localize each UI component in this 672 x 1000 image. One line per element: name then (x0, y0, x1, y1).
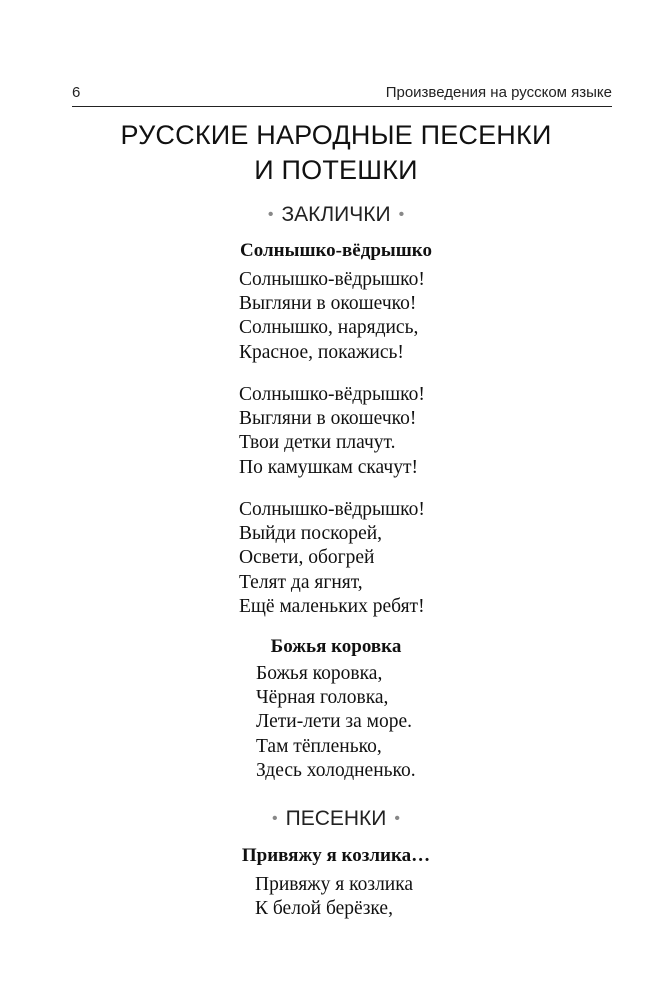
poem-line: Солнышко-вёдрышко! (239, 384, 425, 405)
poem-line: К белой берёзке, (255, 898, 393, 920)
page-title-line-1: РУССКИЕ НАРОДНЫЕ ПЕСЕНКИ (120, 120, 552, 150)
poem-line: Ещё маленьких ребят! (239, 595, 425, 617)
poem-privyazhu (255, 873, 413, 921)
page-number: 6 (72, 84, 81, 101)
poem-line: Лети-лети за море. (256, 711, 413, 733)
poem-bozhya-korovka (256, 662, 416, 783)
poem-title-solnyshko: Солнышко-вёдрышко (240, 240, 432, 261)
poem-line: Телят да ягнят, (239, 571, 363, 593)
section-heading-text: ПЕСЕНКИ (285, 807, 387, 830)
poem-line: Твои детки плачут. (239, 432, 396, 454)
poem-line: Выгляни в окошечко! (239, 293, 417, 315)
poem-line: Там тёпленько, (256, 735, 382, 757)
poem-stanza-2 (239, 383, 425, 480)
poem-line: Выгляни в окошечко! (239, 408, 417, 430)
running-title: Произведения на русском языке (385, 84, 612, 101)
bullet-icon: • (394, 810, 400, 827)
bullet-icon: • (267, 206, 274, 223)
poem-line: Солнышко, нарядись, (239, 317, 419, 339)
bullet-icon: • (272, 810, 278, 827)
poem-stanza-3 (239, 498, 425, 619)
section-heading-pesenki (0, 807, 672, 831)
section-heading-zaklichki (0, 203, 672, 227)
poem-line: Чёрная головка, (256, 687, 389, 709)
poem-line: Выйди поскорей, (239, 523, 383, 545)
poem-line: Здесь холодненько. (256, 759, 416, 781)
bullet-icon: • (398, 206, 405, 223)
running-head (72, 76, 612, 107)
poem-line: Красное, покажись! (239, 341, 404, 363)
poem-line: По камушкам скачут! (239, 456, 418, 478)
poem-line: Солнышко-вёдрышко! (239, 499, 425, 520)
page-title-line-2: И ПОТЕШКИ (254, 155, 418, 185)
poem-line: Освети, обогрей (239, 547, 375, 569)
poem-line: Солнышко-вёдрышко! (239, 269, 425, 290)
poem-line: Привяжу я козлика (255, 874, 414, 895)
page-title (0, 118, 672, 188)
poem-line: Божья коровка, (256, 663, 383, 684)
poem-title-privyazhu: Привяжу я козлика… (241, 845, 431, 866)
section-heading-text: ЗАКЛИЧКИ (281, 203, 391, 226)
poem-title-bozhya-korovka: Божья коровка (270, 636, 402, 657)
poem-stanza-1 (239, 268, 425, 365)
